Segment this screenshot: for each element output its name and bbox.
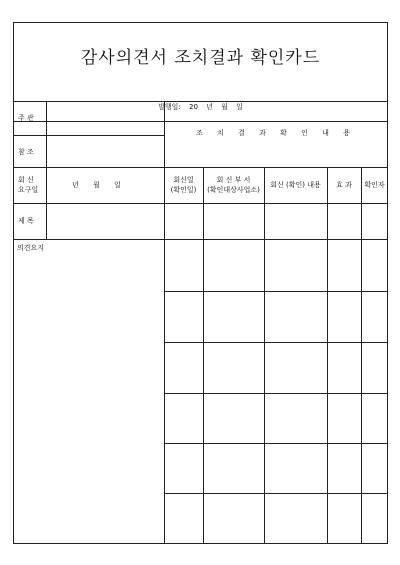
effect-header: 효 과	[336, 181, 352, 189]
divider	[327, 167, 328, 544]
reply-request-date: 년 월 일	[72, 181, 127, 189]
reply-dept-header: (확인대상사업소)	[207, 186, 260, 194]
divider	[164, 443, 388, 444]
divider	[164, 342, 388, 343]
confirmer-header: 확인자	[364, 181, 385, 189]
divider	[361, 167, 362, 544]
divider	[164, 493, 388, 494]
reference-label: 참 조	[18, 148, 34, 156]
divider	[14, 135, 164, 136]
divider	[203, 167, 204, 544]
audit-result-card	[13, 22, 388, 544]
divider	[14, 101, 388, 102]
divider	[46, 101, 47, 239]
reply-request-label: 회 신	[18, 176, 34, 184]
form-title: 감사의견서 조치결과 확인카드	[80, 48, 321, 68]
divider	[14, 167, 388, 168]
reply-content-header: 회신 (확인) 내용	[270, 181, 321, 189]
reply-date-header: 회신일	[173, 176, 194, 184]
issue-date: 발행일: 20 년 월 일	[158, 103, 243, 111]
divider	[14, 239, 388, 240]
divider	[14, 121, 388, 122]
divider	[164, 291, 388, 292]
opinion-summary-label: 의견요지	[17, 244, 45, 252]
reply-date-header: (확인일)	[170, 186, 197, 194]
divider	[164, 393, 388, 394]
divider	[164, 101, 165, 544]
reply-dept-header: 회 신 부 서	[216, 176, 251, 184]
subject-label: 제 목	[18, 217, 34, 225]
divider	[264, 167, 265, 544]
result-header: 조 치 결 과 확 인 내 용	[196, 129, 356, 137]
supervisor-label: 주 관	[18, 114, 34, 122]
reply-request-label: 요구일	[18, 186, 39, 194]
divider	[14, 203, 388, 204]
